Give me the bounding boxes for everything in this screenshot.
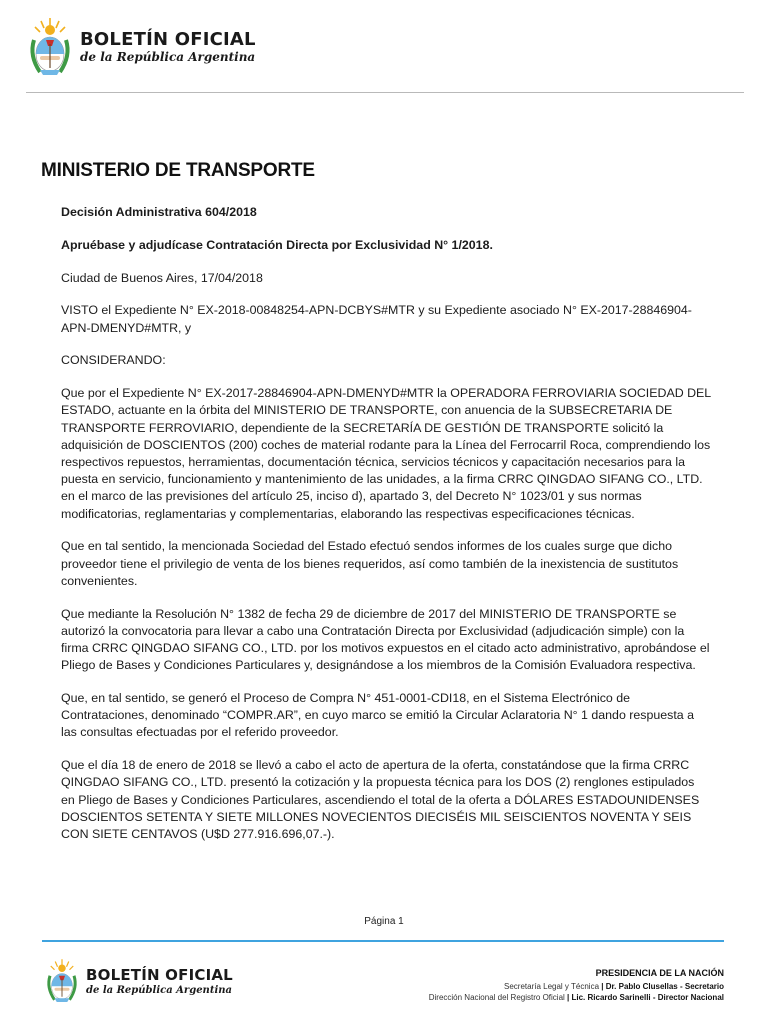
separator: | bbox=[567, 993, 572, 1002]
header bbox=[0, 0, 768, 94]
logo-subtitle: de la República Argentina bbox=[80, 50, 256, 64]
body-paragraph: Que en tal sentido, la mencionada Sociedad del Estado efectuó sendos informes de los cuales surge que dicho proveedor tiene el privilegio de venta de los bienes requeridos, así como también de la inexistencia de sustitutos convenientes. bbox=[61, 539, 679, 588]
footer-logo-title: BOLETÍN OFICIAL bbox=[86, 965, 233, 984]
director-name: Lic. Ricardo Sarinelli - Director Nacional bbox=[571, 993, 724, 1002]
separator: | bbox=[601, 982, 606, 991]
credits-line-secretaria bbox=[429, 981, 724, 992]
decision-number: Decisión Administrativa 604/2018 bbox=[61, 205, 257, 219]
secretaria-office: Secretaría Legal y Técnica bbox=[504, 982, 600, 991]
logo-title: BOLETÍN OFICIAL bbox=[80, 29, 256, 50]
credits-line-direccion bbox=[429, 992, 724, 1003]
direccion-office: Dirección Nacional del Registro Oficial bbox=[428, 993, 565, 1002]
national-seal-icon bbox=[26, 16, 74, 78]
secretario-name: Dr. Pablo Clusellas - Secretario bbox=[605, 982, 724, 991]
footer-boletin-oficial-logo bbox=[44, 956, 233, 1006]
header-divider bbox=[26, 92, 744, 93]
national-seal-icon bbox=[44, 956, 80, 1006]
body-paragraph: Que el día 18 de enero de 2018 se llevó a cabo el acto de apertura de la oferta, constatándose que la firma CRRC QINGDAO SIFANG CO., LTD. presentó la cotización y la propuesta técnica para los DOS (2) renglones estipulados en Pliego de Bases y Condiciones Particulares, ascendiendo el total de la oferta a DÓLARES ESTADOUNIDENSES DOSCIENTOS SETENTA Y SIETE MILLONES NOVECIENTOS DIECISÉIS MIL SEISCIENTOS NOVENTA Y SEIS CON SIETE CENTAVOS (U$D 277.916.696,07.-). bbox=[61, 758, 700, 842]
ministry-title: MINISTERIO DE TRANSPORTE bbox=[41, 160, 315, 181]
considerando-heading: CONSIDERANDO: bbox=[61, 353, 166, 368]
visto-paragraph: VISTO el Expediente N° EX-2018-00848254-APN-DCBYS#MTR y su Expediente asociado N° EX-2017-28846904-APN-DMENYD#MTR, y bbox=[61, 303, 692, 335]
footer-credits bbox=[429, 968, 724, 1003]
footer-logo-subtitle: de la República Argentina bbox=[86, 984, 232, 996]
body-paragraph: Que, en tal sentido, se generó el Proceso de Compra N° 451-0001-CDI18, en el Sistema Electrónico de Contrataciones, denominado “COMPR.AR”, en cuyo marco se emitió la Circular Aclaratoria N° 1 dando respuesta a las consultas efectuadas por el referido proveedor. bbox=[61, 691, 695, 740]
presidency-label: PRESIDENCIA DE LA NACIÓN bbox=[595, 968, 724, 978]
body-paragraph: Que por el Expediente N° EX-2017-28846904-APN-DMENYD#MTR la OPERADORA FERROVIARIA SOCIEDAD DEL ESTADO, actuante en la órbita del MINISTERIO DE TRANSPORTE, con anuencia de la SUBSECRETARIA DE TRANSPORTE FERROVIARIO, dependiente de la SECRETARÍA DE GESTIÓN DE TRANSPORTE solicitó la adquisición de DOSCIENTOS (200) coches de material rodante para la Línea del Ferrocarril Roca, comprendiendo los respectivos repuestos, herramientas, documentación técnica, servicios técnicos y capacitación necesarios para la puesta en servicio, funcionamiento y mantenimiento de las unidades, a la firma CRRC QINGDAO SIFANG CO., LTD. en el marco de las previsiones del artículo 25, inciso d), apartado 3, del Decreto N° 1023/01 y sus normas modificatorias, reglamentarias y complementarias, elaborando las respectivas especificaciones técnicas. bbox=[61, 386, 711, 521]
decision-summary: Apruébase y adjudícase Contratación Directa por Exclusividad N° 1/2018. bbox=[61, 237, 493, 252]
document-body bbox=[61, 204, 711, 859]
body-paragraph: Que mediante la Resolución N° 1382 de fecha 29 de diciembre de 2017 del MINISTERIO DE TRANSPORTE se autorizó la convocatoria para llevar a cabo una Contratación Directa por Exclusividad (adjudicación simple) con la firma CRRC QINGDAO SIFANG CO., LTD. por los motivos expuestos en el citado acto administrativo, aprobándose el Pliego de Bases y Condiciones Particulares y, designándose a los miembros de la Comisión Evaluadora respectiva. bbox=[61, 606, 710, 673]
place-date: Ciudad de Buenos Aires, 17/04/2018 bbox=[61, 270, 263, 285]
boletin-oficial-logo bbox=[26, 16, 256, 78]
footer-divider bbox=[42, 940, 724, 942]
page-number: Página 1 bbox=[364, 916, 404, 927]
